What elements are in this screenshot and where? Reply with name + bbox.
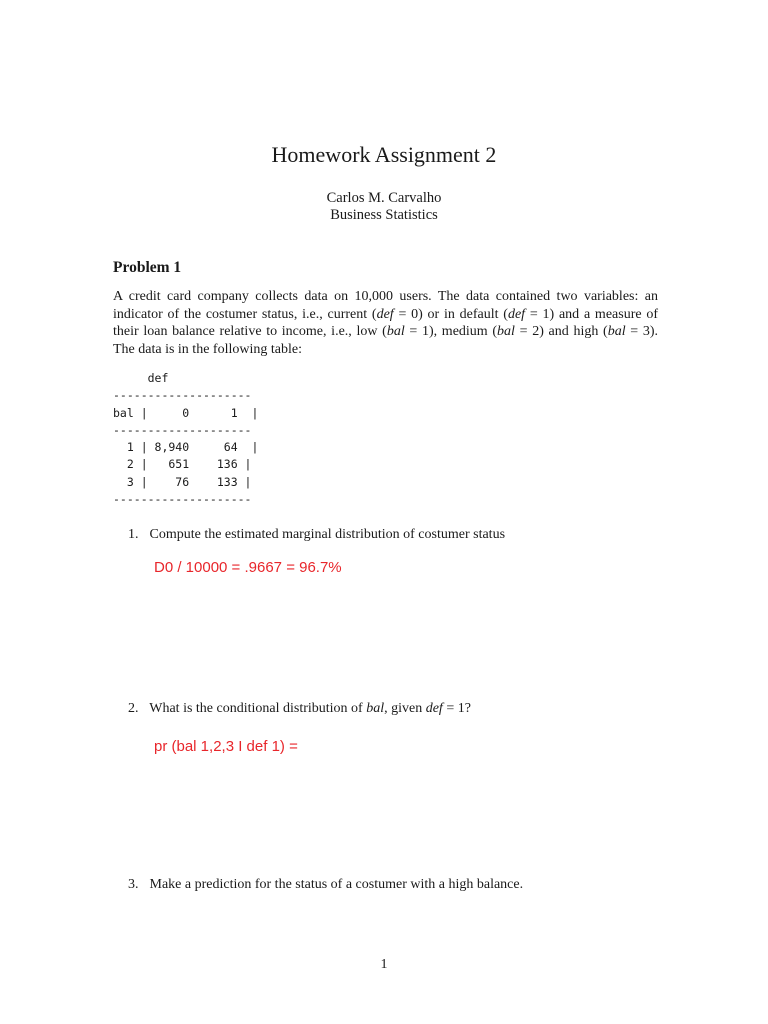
answer-1: D0 / 10000 = .9667 = 96.7% bbox=[154, 559, 342, 576]
course-name: Business Statistics bbox=[330, 207, 438, 223]
page-number: 1 bbox=[380, 957, 388, 972]
answer-2: pr (bal 1,2,3 I def 1) = bbox=[154, 738, 298, 755]
document-title: Homework Assignment 2 bbox=[271, 142, 497, 167]
problem-intro-paragraph: A credit card company collects data on 10,000 users. The data contained two variables: an indicator of the costumer status, i.e., current (def = 0) or in default (def = 1) and a measure of their loan balance relative to income, i.e., low (bal = 1), medium (bal = 2) and high (bal = 3). The data is in the following table: bbox=[113, 289, 659, 357]
question-2: 2. What is the conditional distribution of bal, given def = 1? bbox=[128, 701, 471, 716]
question-1: 1. Compute the estimated marginal distribution of costumer status bbox=[128, 527, 506, 542]
question-3: 3. Make a prediction for the status of a costumer with a high balance. bbox=[128, 877, 524, 892]
author-name: Carlos M. Carvalho bbox=[326, 190, 442, 206]
problem-heading: Problem 1 bbox=[113, 259, 182, 276]
contingency-table: def -------------------- bal | 0 1 | -------------------- 1 | 8,940 64 | 2 | 651 136 | 3 | 76 133 | -------------------- bbox=[113, 371, 259, 507]
